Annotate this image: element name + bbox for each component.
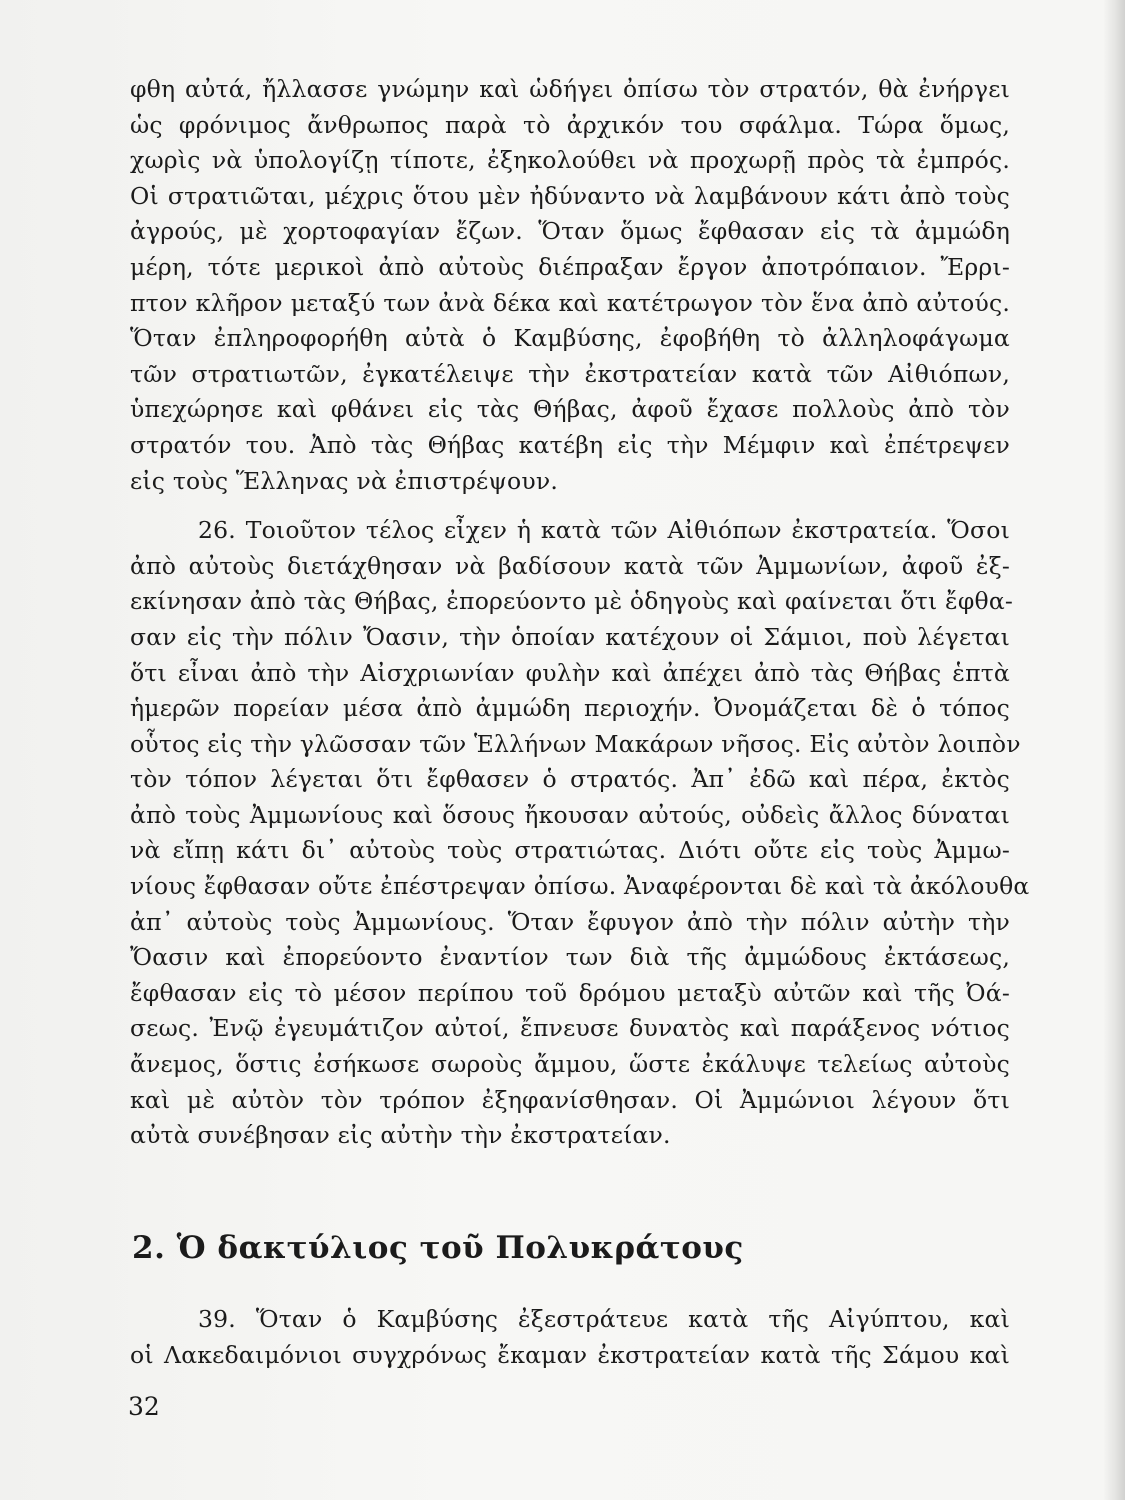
text-line: αὐτὰ συνέβησαν εἰς αὐτὴν τὴν ἐκστρατείαν. bbox=[130, 1121, 671, 1150]
text-line: νὰ εἴπῃ κάτι δι᾽ αὐτοὺς τοὺς στρατιώτας. Διότι οὔτε εἰς τοὺς Ἀμμω- bbox=[130, 836, 1010, 865]
paragraph-26 bbox=[130, 513, 1030, 1154]
text-line: ὅτι εἶναι ἀπὸ τὴν Αἰσχριωνίαν φυλὴν καὶ ἀπέχει ἀπὸ τὰς Θήβας ἑπτὰ bbox=[130, 658, 1010, 687]
text-line: φθη αὐτά, ἤλλασσε γνώμην καὶ ὡδήγει ὀπίσω τὸν στρατόν, θὰ ἐνήργει bbox=[130, 75, 1010, 103]
text-line: εκίνησαν ἀπὸ τὰς Θήβας, ἐπορεύοντο μὲ ὁδηγοὺς καὶ φαίνεται ὅτι ἔφθα- bbox=[130, 587, 1014, 616]
text-line: Ὄασιν καὶ ἐπορεύοντο ἐναντίον των διὰ τῆς ἀμμώδους ἐκτάσεως, bbox=[130, 943, 1010, 972]
text-line: τῶν στρατιωτῶν, ἐγκατέλειψε τὴν ἐκστρατείαν κατὰ τῶν Αἰθιόπων, bbox=[130, 359, 1010, 388]
paragraph-continuation bbox=[130, 72, 1010, 499]
text-line: σαν εἰς τὴν πόλιν Ὄασιν, τὴν ὁποίαν κατέχουν οἱ Σάμιοι, ποὺ λέγεται bbox=[130, 622, 1010, 651]
text-line: ἀπὸ αὐτοὺς διετάχθησαν νὰ βαδίσουν κατὰ τῶν Ἀμμωνίων, ἀφοῦ ἐξ- bbox=[130, 551, 1010, 580]
text-line: οὗτος εἰς τὴν γλῶσσαν τῶν Ἑλλήνων Μακάρων νῆσος. Εἰς αὐτὸν λοιπὸν bbox=[130, 729, 1021, 758]
text-line: ὑπεχώρησε καὶ φθάνει εἰς τὰς Θήβας, ἀφοῦ ἔχασε πολλοὺς ἀπὸ τὸν bbox=[130, 395, 1010, 424]
text-line: πτον κλῆρον μεταξύ των ἀνὰ δέκα καὶ κατέτρωγον τὸν ἕνα ἀπὸ αὐτούς. bbox=[130, 288, 1010, 317]
text-line: ἄνεμος, ὅστις ἐσήκωσε σωροὺς ἄμμου, ὥστε ἐκάλυψε τελείως αὐτοὺς bbox=[130, 1050, 1010, 1079]
text-line: ἀπ᾽ αὐτοὺς τοὺς Ἀμμωνίους. Ὅταν ἔφυγον ἀπὸ τὴν πόλιν αὐτὴν τὴν bbox=[130, 907, 1010, 936]
text-line: ἔφθασαν εἰς τὸ μέσον περίπου τοῦ δρόμου μεταξὺ αὐτῶν καὶ τῆς Ὀά- bbox=[130, 978, 1010, 1007]
text-line: ἡμερῶν πορείαν μέσα ἀπὸ ἀμμώδη περιοχήν. Ὀνομάζεται δὲ ὁ τόπος bbox=[130, 694, 1010, 723]
page-binding-shadow bbox=[1103, 0, 1125, 1500]
text-line: τὸν τόπον λέγεται ὅτι ἔφθασεν ὁ στρατός. Ἀπ᾽ ἐδῶ καὶ πέρα, ἐκτὸς bbox=[130, 765, 1010, 794]
text-line: ὡς φρόνιμος ἄνθρωπος παρὰ τὸ ἀρχικόν του σφάλμα. Τώρα ὅμως, bbox=[130, 110, 1010, 139]
paragraph-gap bbox=[130, 499, 1010, 513]
text-line: Ὅταν ἐπληροφορήθη αὐτὰ ὁ Καμβύσης, ἐφοβήθη τὸ ἀλληλοφάγωμα bbox=[130, 324, 1010, 353]
text-line: Οἱ στρατιῶται, μέχρις ὅτου μὲν ἠδύναντο νὰ λαμβάνουν κάτι ἀπὸ τοὺς bbox=[130, 181, 1010, 210]
text-line: ἀπὸ τοὺς Ἀμμωνίους καὶ ὅσους ἤκουσαν αὐτούς, οὐδεὶς ἄλλος δύναται bbox=[130, 800, 1010, 829]
main-text-block bbox=[130, 72, 1030, 1154]
text-line: 26. Τοιοῦτον τέλος εἶχεν ἡ κατὰ τῶν Αἰθιόπων ἐκστρατεία. Ὅσοι bbox=[198, 516, 1010, 545]
text-line: καὶ μὲ αὐτὸν τὸν τρόπον ἐξηφανίσθησαν. Οἱ Ἀμμώνιοι λέγουν ὅτι bbox=[130, 1085, 1010, 1114]
text-line: οἱ Λακεδαιμόνιοι συγχρόνως ἔκαμαν ἐκστρατείαν κατὰ τῆς Σάμου καὶ bbox=[130, 1340, 1010, 1369]
text-line: εἰς τοὺς Ἕλληνας νὰ ἐπιστρέψουν. bbox=[130, 466, 558, 495]
text-line: στρατόν του. Ἀπὸ τὰς Θήβας κατέβη εἰς τὴν Μέμφιν καὶ ἐπέτρεψεν bbox=[130, 430, 1010, 459]
text-line: νίους ἔφθασαν οὔτε ἐπέστρεψαν ὀπίσω. Ἀναφέρονται δὲ καὶ τὰ ἀκόλουθα bbox=[130, 872, 1030, 901]
text-line: ἀγρούς, μὲ χορτοφαγίαν ἔζων. Ὅταν ὅμως ἔφθασαν εἰς τὰ ἀμμώδη bbox=[130, 217, 1010, 246]
paragraph-39 bbox=[130, 1302, 1010, 1373]
section-heading: 2. Ὁ δακτύλιος τοῦ Πολυκράτους bbox=[132, 1230, 744, 1266]
text-line: σεως. Ἐνῷ ἐγευμάτιζον αὐτοί, ἔπνευσε δυνατὸς καὶ παράξενος νότιος bbox=[130, 1014, 1010, 1043]
text-line: χωρὶς νὰ ὑπολογίζῃ τίποτε, ἐξηκολούθει νὰ προχωρῇ πρὸς τὰ ἐμπρός. bbox=[130, 146, 1010, 175]
text-line: 39. Ὅταν ὁ Καμβύσης ἐξεστράτευε κατὰ τῆς Αἰγύπτου, καὶ bbox=[198, 1305, 1010, 1333]
text-line: μέρη, τότε μερικοὶ ἀπὸ αὐτοὺς διέπραξαν ἔργον ἀποτρόπαιον. Ἔρρι- bbox=[130, 252, 1010, 281]
page-number: 32 bbox=[128, 1392, 160, 1421]
